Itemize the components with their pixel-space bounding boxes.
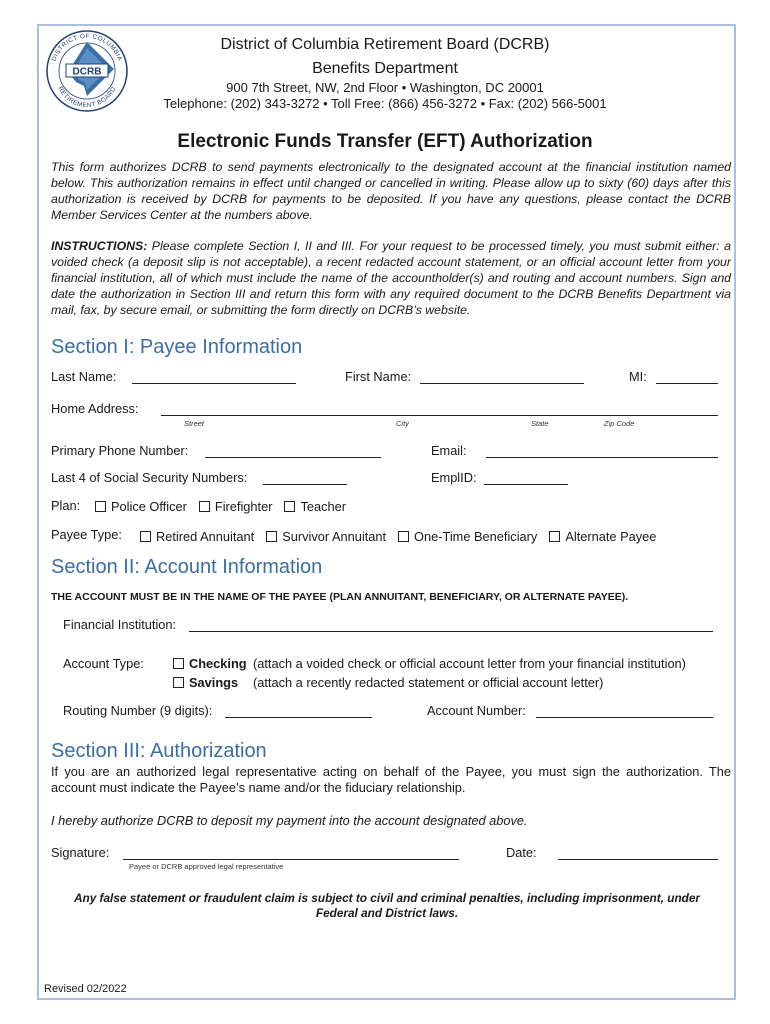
payee-type-label: Payee Type: <box>51 527 122 542</box>
checkbox[interactable] <box>173 658 184 669</box>
last-name-field[interactable] <box>132 383 296 384</box>
authorize-statement: I hereby authorize DCRB to deposit my payment into the account designated above. <box>51 813 528 828</box>
home-address-label: Home Address: <box>51 401 139 416</box>
ssn-label: Last 4 of Social Security Numbers: <box>51 470 248 485</box>
org-name: District of Columbia Retirement Board (DCRB) <box>220 36 550 53</box>
penalty-warning: Any false statement or fraudulent claim is subject to civil and criminal penalties, including imprisonment, under Federal and District laws. <box>73 891 701 920</box>
routing-label: Routing Number (9 digits): <box>63 703 213 718</box>
svg-text:DCRB: DCRB <box>72 66 102 78</box>
home-address-field[interactable] <box>161 415 718 416</box>
account-notice: THE ACCOUNT MUST BE IN THE NAME OF THE PAYEE (PLAN ANNUITANT, BENEFICIARY, OR ALTERNATE PAYEE). <box>51 591 629 603</box>
emplid-label: EmplID: <box>431 470 477 485</box>
ssn-field[interactable] <box>263 484 347 485</box>
section2-title: Section II: Account Information <box>51 556 323 578</box>
revision-date: Revised 02/2022 <box>44 983 127 995</box>
phone-label: Primary Phone Number: <box>51 443 189 458</box>
plan-option-teacher[interactable]: Teacher <box>284 499 346 514</box>
last-name-label: Last Name: <box>51 369 117 384</box>
first-name-label: First Name: <box>345 369 412 384</box>
account-type-label: Account Type: <box>63 656 144 671</box>
instructions-label: INSTRUCTIONS: <box>51 239 148 253</box>
mi-label: MI: <box>629 369 647 384</box>
representative-text: If you are an authorized legal representative acting on behalf of the Payee, you must sign the authorization. The account must indicate the Payee’s name and/or the fiduciary relationship. <box>51 764 731 795</box>
form-title: Electronic Funds Transfer (EFT) Authorization <box>177 131 593 152</box>
phone-numbers: Telephone: (202) 343-3272 • Toll Free: (866) 456-3272 • Fax: (202) 566-5001 <box>163 96 607 111</box>
checkbox[interactable] <box>140 531 151 542</box>
institution-field[interactable] <box>189 631 713 632</box>
account-number-label: Account Number: <box>427 703 526 718</box>
department: Benefits Department <box>312 60 458 77</box>
first-name-field[interactable] <box>420 383 584 384</box>
checkbox[interactable] <box>398 531 409 542</box>
date-label: Date: <box>506 845 537 860</box>
checking-note: (attach a voided check or official account letter from your financial institution) <box>253 656 686 671</box>
intro-paragraph: This form authorizes DCRB to send payments electronically to the designated account at the financial institution named below. This authorization remains in effect until changed or cancelled in writing. Please allow up to sixty (60) days after this authorization is received by DCRB for payments to be deposited. If you have any questions, please contact the DCRB Member Services Center at the numbers above. <box>51 160 731 222</box>
date-field[interactable] <box>558 859 718 860</box>
plan-label: Plan: <box>51 498 81 513</box>
payee-type-options <box>140 529 668 544</box>
instructions-text: Please complete Section I, II and III. For your request to be processed timely, you must submit either: a voided check (a deposit slip is not acceptable), a recent redacted account statement, or an official account letter from your financial institution, all of which must include the name of the accountholder(s) and routing and account numbers. Sign and date the authorization in Section III and return this form with any required document to the DCRB Benefits Department via mail, fax, by secure email, or submitting the form directly on DCRB’s website. <box>51 239 731 317</box>
checkbox[interactable] <box>199 501 210 512</box>
state-caption: State <box>531 419 549 428</box>
checkbox[interactable] <box>95 501 106 512</box>
svg-text:DISTRICT OF COLUMBIA: DISTRICT OF COLUMBIA <box>50 32 124 63</box>
payee-option-retired[interactable]: Retired Annuitant <box>140 529 254 544</box>
payee-option-alternate[interactable]: Alternate Payee <box>549 529 656 544</box>
payee-option-beneficiary[interactable]: One-Time Beneficiary <box>398 529 537 544</box>
street-caption: Street <box>184 419 205 428</box>
routing-field[interactable] <box>225 717 372 718</box>
checkbox[interactable] <box>266 531 277 542</box>
signature-caption: Payee or DCRB approved legal representative <box>129 862 284 871</box>
plan-options <box>95 499 358 514</box>
email-label: Email: <box>431 443 467 458</box>
svg-text:RETIREMENT BOARD: RETIREMENT BOARD <box>56 85 118 110</box>
section3-title: Section III: Authorization <box>51 740 267 762</box>
signature-label: Signature: <box>51 845 110 860</box>
mi-field[interactable] <box>656 383 718 384</box>
section1-title: Section I: Payee Information <box>51 336 303 358</box>
address: 900 7th Street, NW, 2nd Floor • Washington, DC 20001 <box>226 80 544 95</box>
instructions-paragraph <box>51 238 731 318</box>
zip-caption: Zip Code <box>604 419 635 428</box>
plan-option-police[interactable]: Police Officer <box>95 499 187 514</box>
city-caption: City <box>396 419 409 428</box>
emplid-field[interactable] <box>484 484 568 485</box>
institution-label: Financial Institution: <box>63 617 177 632</box>
phone-field[interactable] <box>205 457 381 458</box>
checkbox[interactable] <box>173 677 184 688</box>
checkbox[interactable] <box>549 531 560 542</box>
account-number-field[interactable] <box>536 717 713 718</box>
signature-field[interactable] <box>123 859 459 860</box>
savings-note: (attach a recently redacted statement or official account letter) <box>253 675 604 690</box>
email-field[interactable] <box>486 457 718 458</box>
savings-option[interactable]: Savings <box>173 675 238 690</box>
checkbox[interactable] <box>284 501 295 512</box>
checking-option[interactable]: Checking <box>173 656 247 671</box>
payee-option-survivor[interactable]: Survivor Annuitant <box>266 529 386 544</box>
plan-option-firefighter[interactable]: Firefighter <box>199 499 273 514</box>
